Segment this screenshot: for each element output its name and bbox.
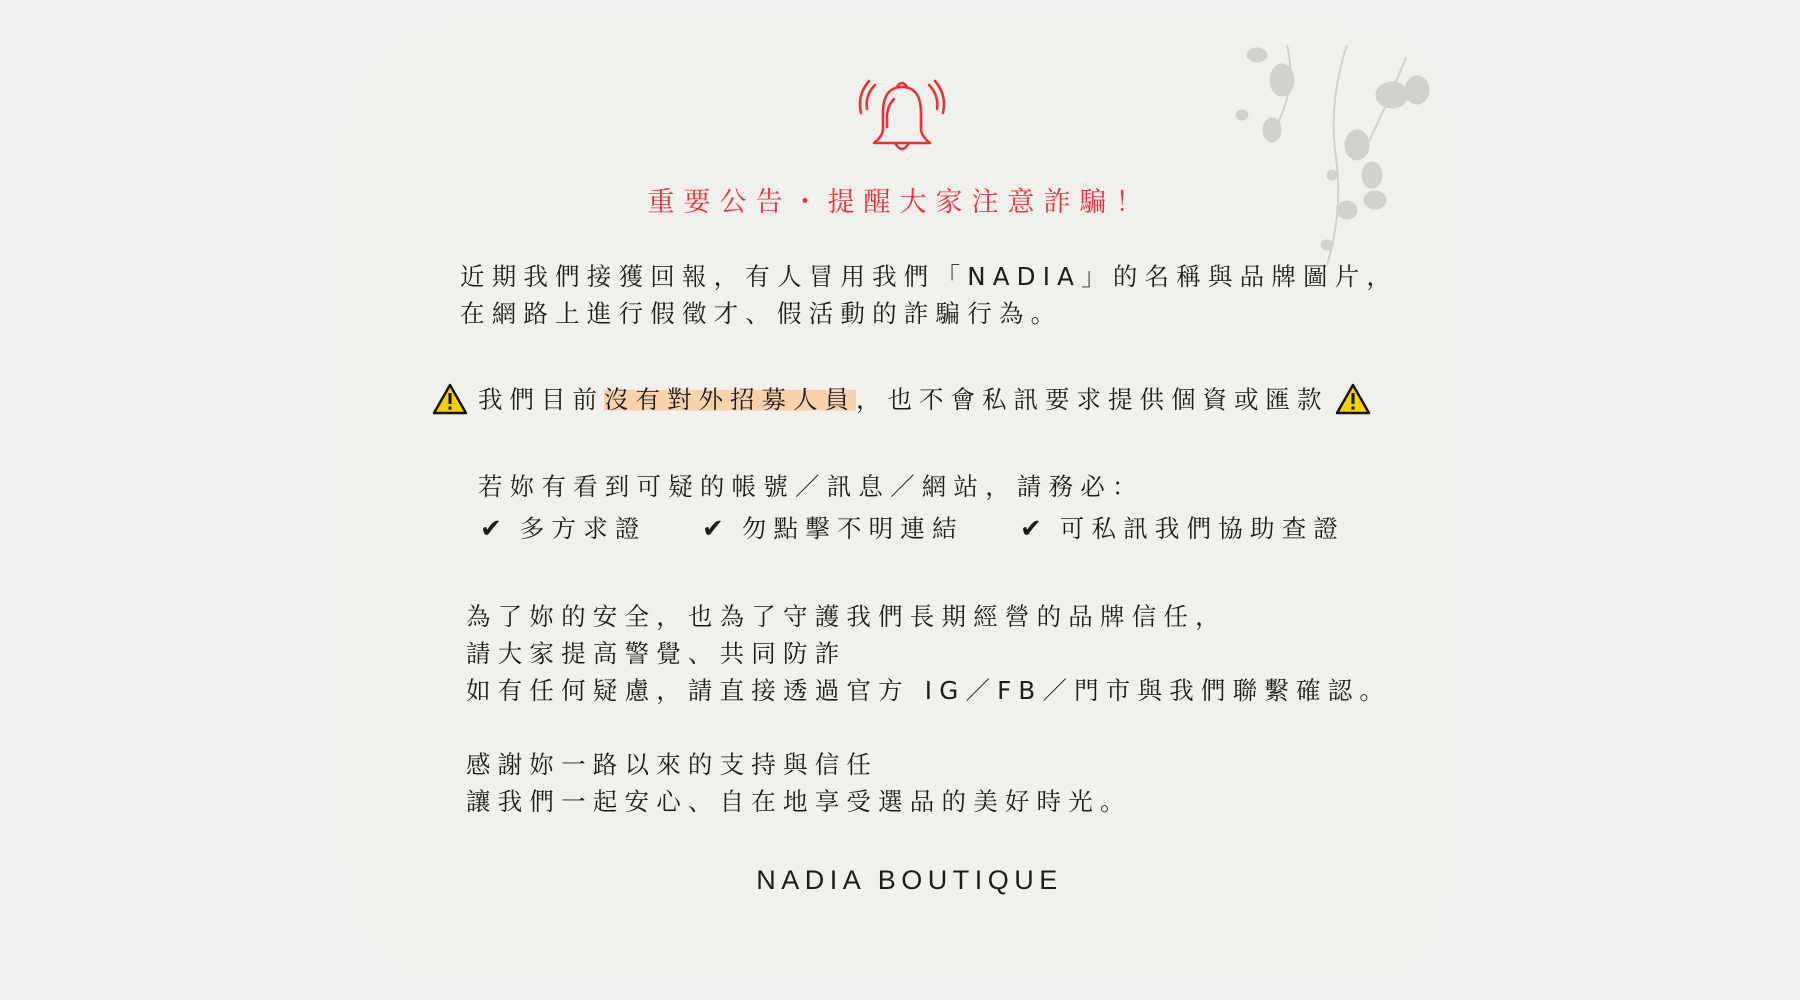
intro-paragraph	[460, 258, 1398, 332]
checklist-item	[1020, 510, 1345, 545]
announcement-card	[362, 45, 1437, 960]
intro-line-1: 近期我們接獲回報，有人冒用我們「NADIA」的名稱與品牌圖片，	[460, 262, 1399, 291]
checklist-item-text: 多方求證	[519, 514, 647, 543]
checklist-item	[480, 510, 647, 545]
thanks-line-2: 讓我們一起安心、自在地享受選品的美好時光。	[466, 787, 1132, 816]
safety-line-2: 請大家提高警覺、共同防詐	[466, 639, 847, 668]
safety-paragraph	[466, 598, 1391, 709]
warning-triangle-icon	[1335, 383, 1371, 415]
alarm-bell-icon	[857, 73, 947, 161]
warning-suffix: ，也不會私訊要求提供個資或匯款	[856, 385, 1329, 414]
safety-line-1: 為了妳的安全，也為了守護我們長期經營的品牌信任，	[466, 602, 1227, 631]
warning-highlight: 沒有對外招募人員	[604, 385, 856, 414]
checklist-item-text: 勿點擊不明連結	[741, 514, 964, 543]
check-icon: ✔	[480, 514, 502, 544]
advice-line: 若妳有看到可疑的帳號／訊息／網站，請務必：	[478, 472, 1144, 501]
safety-line-3: 如有任何疑慮，請直接透過官方 IG／FB／門市與我們聯繫確認。	[466, 676, 1392, 705]
thanks-line-1: 感謝妳一路以來的支持與信任	[466, 750, 879, 779]
checklist-item	[702, 510, 964, 545]
check-icon: ✔	[1020, 514, 1042, 544]
brand-signature: NADIA BOUTIQUE	[756, 865, 1063, 895]
checklist-item-text: 可私訊我們協助查證	[1059, 514, 1346, 543]
warning-text	[478, 381, 1329, 416]
announcement-title: 重要公告・提醒大家注意詐騙！	[647, 187, 1152, 218]
warning-triangle-icon	[432, 383, 468, 415]
intro-line-2: 在網路上進行假徵才、假活動的詐騙行為。	[460, 299, 1063, 328]
thanks-paragraph	[466, 746, 1132, 820]
check-icon: ✔	[702, 514, 724, 544]
warning-prefix: 我們目前	[478, 385, 604, 414]
warning-statement	[432, 381, 1371, 416]
floral-branch-decoration	[1227, 45, 1437, 275]
